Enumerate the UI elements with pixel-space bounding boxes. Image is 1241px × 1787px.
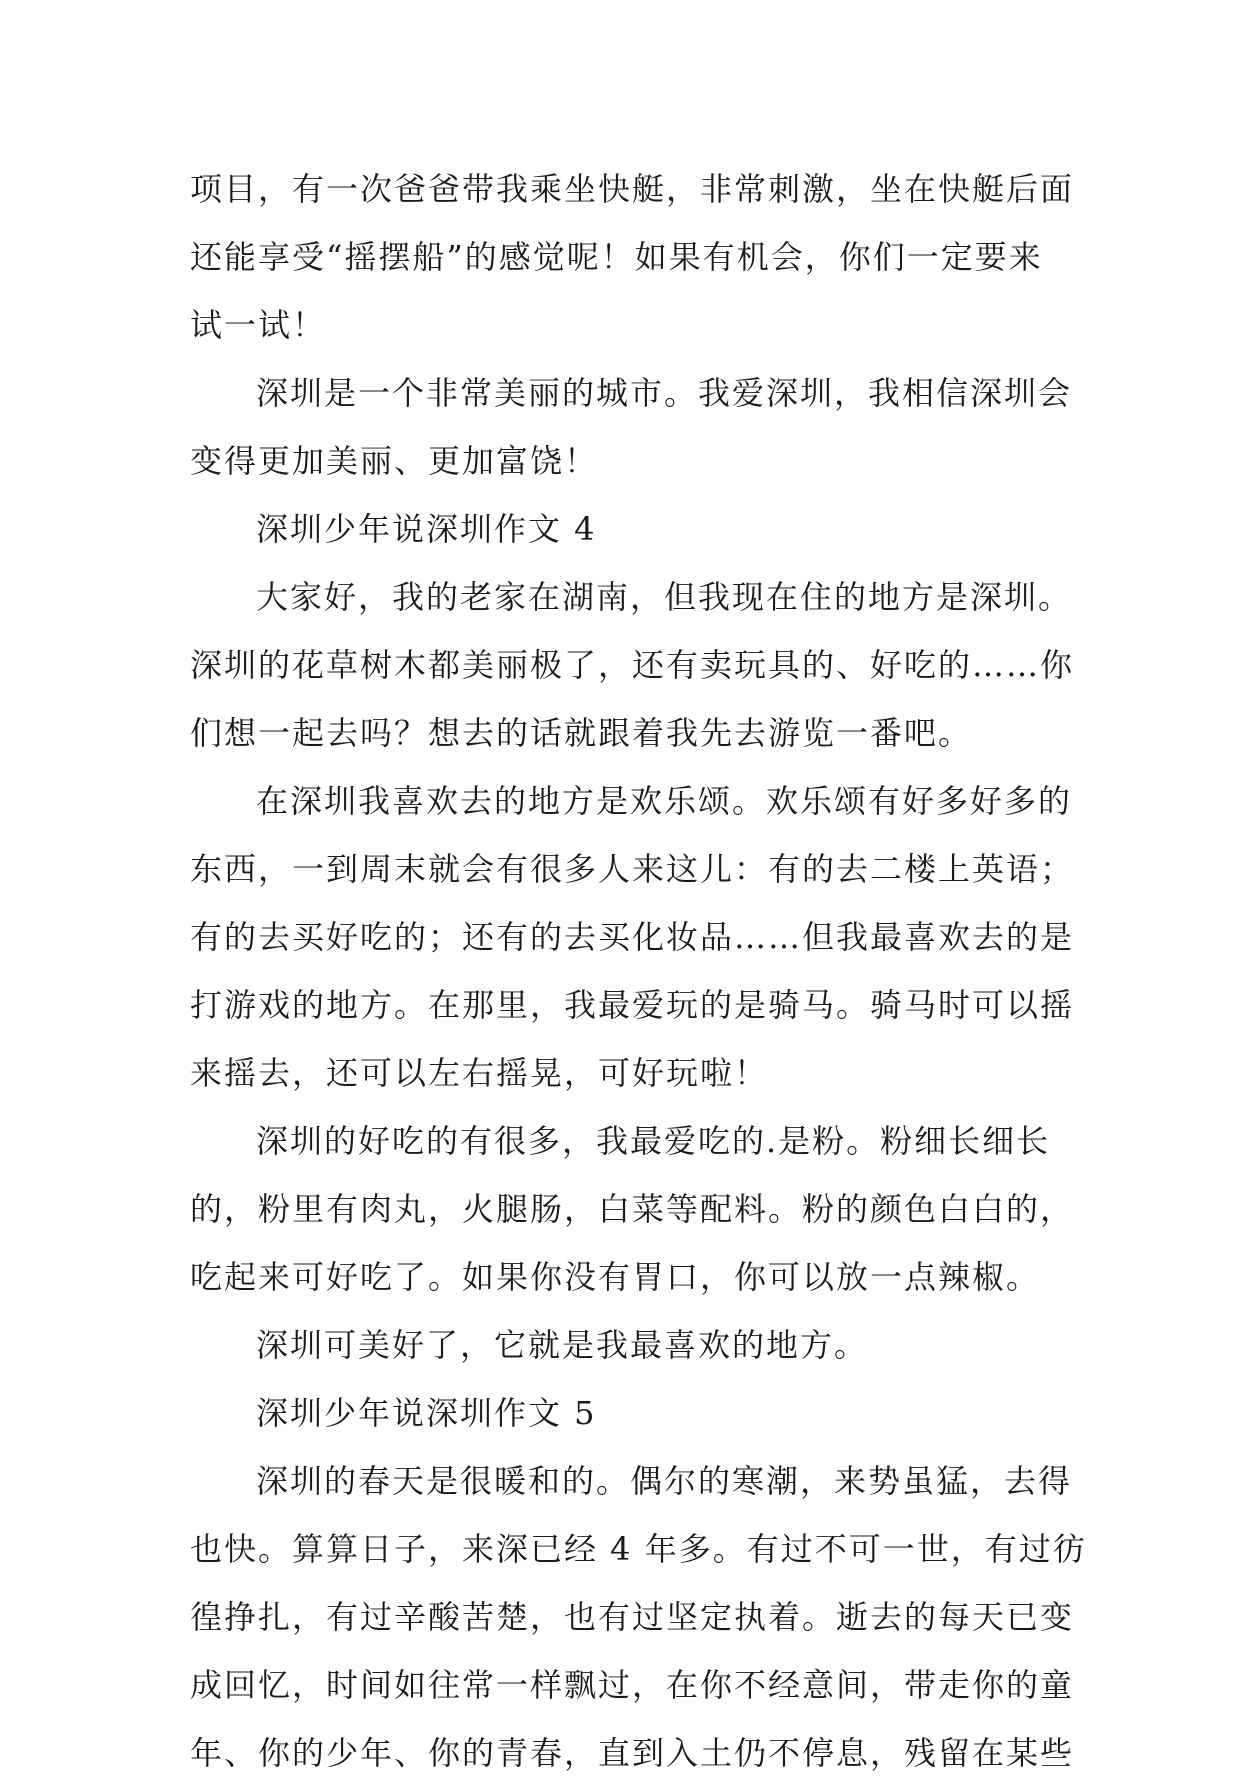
text-line: 有的去买好吃的；还有的去买化妆品……但我最喜欢去的是 (190, 918, 1075, 956)
section-heading: 深圳少年说深圳作文 4 (256, 510, 597, 548)
text-line: 深圳的花草树木都美丽极了，还有卖玩具的、好吃的……你 (190, 646, 1075, 684)
text-line: 还能享受“摇摆船”的感觉呢！如果有机会，你们一定要来 (190, 238, 1043, 276)
text-line: 在深圳我喜欢去的地方是欢乐颂。欢乐颂有好多好多的 (256, 782, 1073, 820)
text-line: 深圳是一个非常美丽的城市。我爱深圳，我相信深圳会 (256, 374, 1073, 412)
text-line: 项目，有一次爸爸带我乘坐快艇，非常刺激，坐在快艇后面 (190, 170, 1075, 208)
text-line: 大家好，我的老家在湖南，但我现在住的地方是深圳。 (256, 578, 1073, 616)
text-line: 年、你的少年、你的青春，直到入土仍不停息，残留在某些 (190, 1734, 1075, 1772)
text-line: 试一试！ (190, 306, 327, 344)
text-line: 徨挣扎，有过辛酸苦楚，也有过坚定执着。逝去的每天已变 (190, 1598, 1075, 1636)
text-line: 深圳的好吃的有很多，我最爱吃的.是粉。粉细长细长 (256, 1122, 1051, 1160)
text-line: 深圳可美好了，它就是我最喜欢的地方。 (256, 1326, 869, 1364)
text-line: 深圳的春天是很暖和的。偶尔的寒潮，来势虽猛，去得 (256, 1462, 1073, 1500)
text-line: 也快。算算日子，来深已经 4 年多。有过不可一世，有过彷 (190, 1530, 1087, 1568)
text-line: 成回忆，时间如往常一样飘过，在你不经意间，带走你的童 (190, 1666, 1075, 1704)
document-body (190, 155, 1087, 1787)
text-line: 的，粉里有肉丸，火腿肠，白菜等配料。粉的颜色白白的， (190, 1190, 1075, 1228)
section-heading: 深圳少年说深圳作文 5 (256, 1394, 597, 1432)
text-line: 变得更加美丽、更加富饶！ (190, 442, 599, 480)
text-line: 打游戏的地方。在那里，我最爱玩的是骑马。骑马时可以摇 (190, 986, 1075, 1024)
text-line: 来摇去，还可以左右摇晃，可好玩啦！ (190, 1054, 769, 1092)
text-line: 吃起来可好吃了。如果你没有胃口，你可以放一点辣椒。 (190, 1258, 1041, 1296)
text-line: 们想一起去吗？想去的话就跟着我先去游览一番吧。 (190, 714, 973, 752)
text-line: 东西，一到周末就会有很多人来这儿：有的去二楼上英语； (190, 850, 1075, 888)
